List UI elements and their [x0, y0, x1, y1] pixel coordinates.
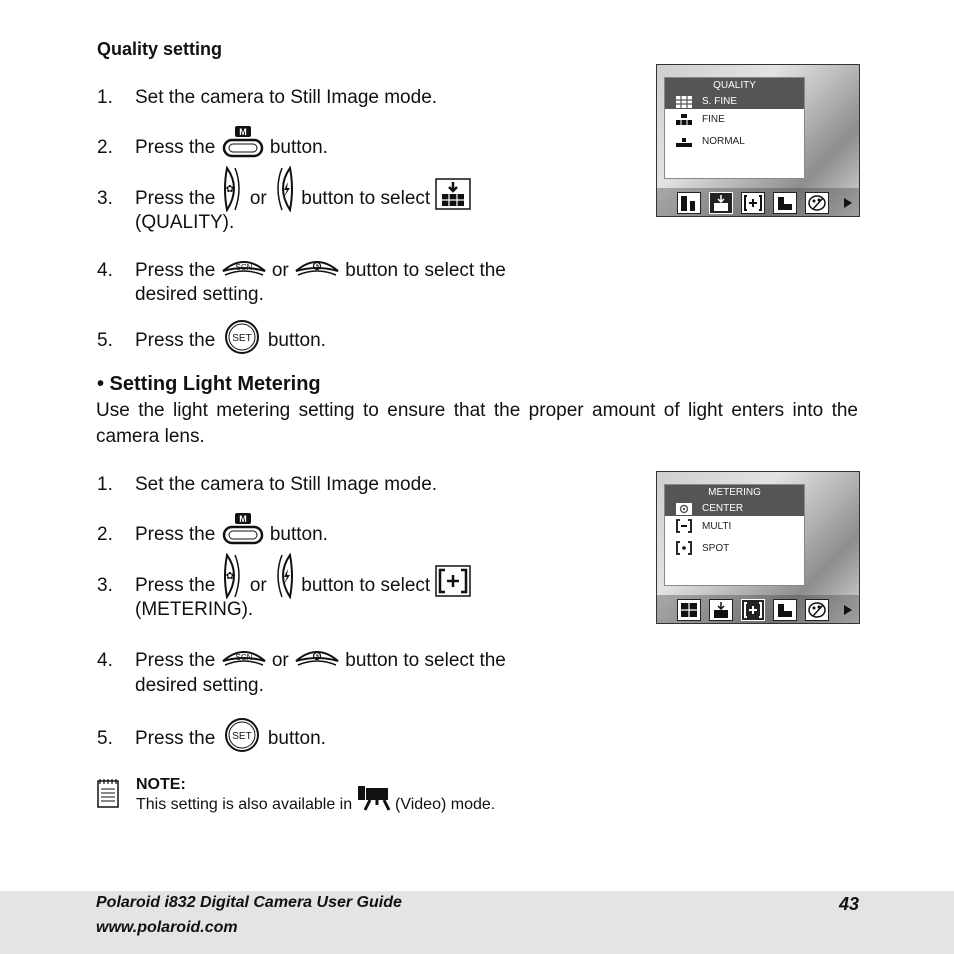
page-number: 43: [838, 894, 859, 914]
metering-menu-title: METERING: [665, 485, 804, 501]
menu-item-fine[interactable]: FINE: [665, 109, 804, 131]
quality-step-4-cont: desired setting.: [135, 284, 264, 305]
multi-metering-icon: [675, 519, 693, 533]
set-button-icon: [221, 717, 263, 753]
menu-item-normal[interactable]: NORMAL: [665, 131, 804, 153]
quality-step-4: 4. Press the SCN or button to select the: [97, 259, 506, 283]
metering-menu: [664, 484, 805, 586]
note-text: This setting is also available in (Video) mode.: [136, 796, 495, 814]
menu-item-multi[interactable]: MULTI: [665, 516, 804, 538]
metering-icon: [435, 565, 471, 597]
metering-step-2: 2. Press the M button.: [97, 513, 328, 545]
effect-tab-icon[interactable]: [805, 192, 829, 214]
metering-step-4-cont: desired setting.: [135, 675, 264, 696]
metering-tab-icon[interactable]: [741, 192, 765, 214]
quality-tab-icon[interactable]: [709, 192, 733, 214]
menu-button-icon: [221, 125, 265, 159]
footer-title: Polaroid i832 Digital Camera User Guide: [96, 894, 402, 911]
normal-icon: [675, 134, 693, 148]
quality-heading: Quality setting: [97, 39, 223, 59]
metering-lcd-screen: [656, 471, 860, 624]
metering-heading: • Setting Light Metering: [97, 373, 321, 395]
metering-tab-icon[interactable]: [741, 599, 765, 621]
quality-step-3-cont: (QUALITY).: [135, 212, 235, 233]
metering-intro: Use the light metering setting to ensure that the proper amount of light enters into the camera lens.: [96, 400, 858, 447]
quality-tab-icon[interactable]: [709, 599, 733, 621]
svg-text:M: M: [238, 126, 247, 137]
video-icon: [357, 784, 391, 812]
svg-text:✿: ✿: [225, 184, 234, 195]
effect-tab-icon[interactable]: [805, 599, 829, 621]
note-icon: [97, 778, 119, 813]
size-tab-icon[interactable]: [677, 192, 701, 214]
scn-button-icon: [221, 647, 267, 669]
svg-text:SET: SET: [231, 731, 252, 742]
metering-step-1: 1. Set the camera to Still Image mode.: [97, 474, 438, 495]
svg-text:M: M: [238, 513, 247, 524]
svg-text:SCN: SCN: [235, 652, 252, 662]
white-balance-tab-icon[interactable]: [773, 599, 797, 621]
quality-step-5: 5. Press the SET button.: [97, 327, 326, 355]
metering-step-4: 4. Press the SCN or button to select the: [97, 649, 506, 673]
footer-url[interactable]: www.polaroid.com: [96, 919, 238, 936]
metering-step-5: 5. Press the SET button.: [97, 725, 326, 753]
quality-step-2: 2. Press the M button.: [97, 126, 328, 158]
size-tab-icon[interactable]: [677, 599, 701, 621]
macro-button-icon: [221, 166, 245, 212]
menu-button-icon: [221, 512, 265, 546]
menu-item-spot[interactable]: SPOT: [665, 538, 804, 560]
arrow-right-icon[interactable]: [843, 196, 853, 214]
svg-text:SET: SET: [231, 333, 252, 344]
scn-button-icon: [221, 257, 267, 279]
svg-text:SCN: SCN: [235, 262, 252, 272]
quality-icon: [435, 178, 471, 210]
note-label: NOTE:: [136, 776, 186, 793]
metering-step-3-cont: (METERING).: [135, 599, 254, 620]
metering-toolbar: [657, 595, 859, 623]
self-timer-button-icon: [294, 647, 340, 669]
flash-button-icon: [272, 553, 296, 599]
quality-toolbar: [657, 188, 859, 216]
menu-item-center[interactable]: CENTER: [665, 501, 804, 516]
quality-menu-title: QUALITY: [665, 78, 804, 94]
menu-item-s-fine[interactable]: S. FINE: [665, 94, 804, 109]
center-metering-icon: [675, 502, 693, 516]
s-fine-icon: [675, 95, 693, 109]
arrow-right-icon[interactable]: [843, 603, 853, 621]
white-balance-tab-icon[interactable]: [773, 192, 797, 214]
macro-button-icon: [221, 553, 245, 599]
quality-lcd-screen: [656, 64, 860, 217]
set-button-icon: [221, 319, 263, 355]
spot-metering-icon: [675, 541, 693, 555]
quality-step-3: 3. Press the ✿ or button to select: [97, 186, 471, 212]
svg-text:✿: ✿: [225, 571, 234, 582]
fine-icon: [675, 112, 693, 126]
quality-menu: [664, 77, 805, 179]
flash-button-icon: [272, 166, 296, 212]
quality-step-1: 1. Set the camera to Still Image mode.: [97, 87, 438, 108]
self-timer-button-icon: [294, 257, 340, 279]
metering-step-3: 3. Press the ✿ or button to select: [97, 573, 471, 599]
